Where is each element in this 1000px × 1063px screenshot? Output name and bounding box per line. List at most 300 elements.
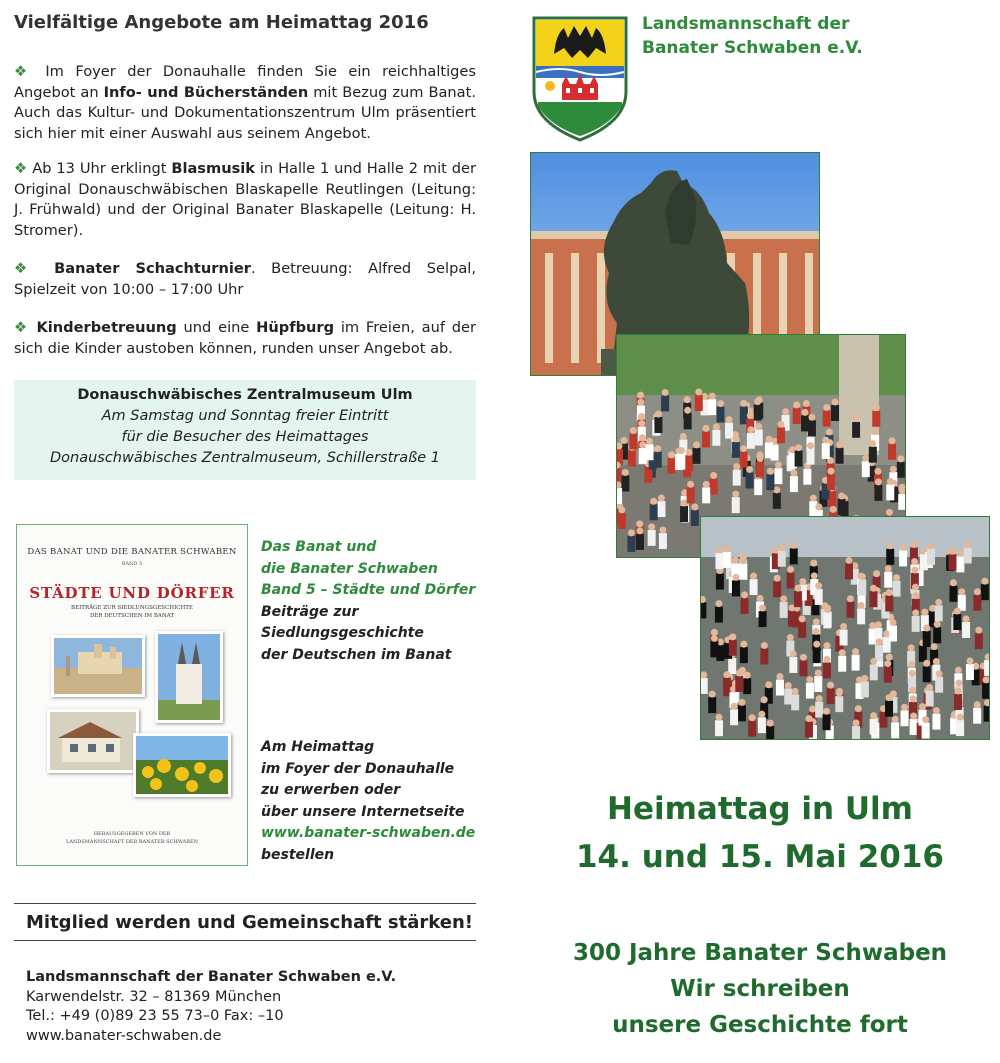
crowd-figure — [645, 444, 653, 460]
crowd-figure — [889, 626, 897, 642]
crowd-figure — [774, 468, 782, 484]
crowd-figure — [628, 450, 636, 466]
crowd-figure-head — [870, 585, 877, 592]
address-website[interactable]: www.banater-schwaben.de — [26, 1027, 222, 1044]
crowd-figure — [791, 694, 799, 710]
crowd-figure-head — [747, 412, 754, 419]
crowd-figure — [732, 442, 740, 458]
crowd-figure-head — [659, 527, 666, 534]
crowd-figure — [870, 719, 878, 735]
crowd-figure — [759, 611, 767, 627]
crowd-figure-head — [884, 660, 891, 667]
crowd-figure-head — [974, 701, 981, 708]
crowd-figure — [723, 678, 731, 694]
crowd-figure — [740, 647, 748, 663]
crowd-figure-head — [636, 520, 643, 527]
crowd-figure — [732, 580, 740, 596]
crowd-figure-head — [765, 436, 772, 443]
photo-folk-dance — [700, 516, 990, 740]
crowd-figure-head — [858, 602, 865, 609]
crowd-figure — [869, 591, 877, 607]
crowd-figure-head — [767, 720, 774, 727]
crowd-figure-head — [957, 714, 964, 721]
crowd-figure — [738, 705, 746, 721]
crowd-figure-head — [732, 557, 739, 564]
crowd-figure — [923, 666, 931, 682]
text-bold: Hüpfburg — [256, 319, 335, 336]
crowd-figure — [627, 536, 635, 552]
address-street: Karwendelstr. 32 – 81369 München — [26, 988, 282, 1005]
book-cover-image — [16, 524, 248, 866]
crowd-figure-head — [889, 437, 896, 444]
crowd-figure — [975, 633, 983, 649]
crowd-figure-head — [824, 606, 831, 613]
crowd-figure-head — [886, 509, 893, 516]
crowd-figure-head — [975, 627, 982, 634]
org-line: Banater Schwaben e.V. — [642, 38, 863, 58]
crowd-figure-head — [816, 695, 823, 702]
crowd-figure — [710, 641, 718, 657]
crowd-figure — [743, 678, 751, 694]
crowd-figure — [886, 549, 894, 565]
crowd-figure — [730, 709, 738, 725]
text: Ab 13 Uhr erklingt — [27, 160, 172, 177]
crowd-figure — [621, 476, 629, 492]
bullet-icon: ❖ — [14, 260, 39, 277]
crowd-figure-head — [723, 671, 730, 678]
crowd-figure-head — [732, 491, 739, 498]
crowd-figure-head — [859, 573, 866, 580]
crowd-figure — [823, 612, 831, 628]
crowd-figure-head — [822, 436, 829, 443]
crowd-figure — [773, 493, 781, 509]
crowd-figure — [869, 447, 877, 463]
crowd-figure-head — [740, 445, 747, 452]
book-series: DAS BANAT UND DIE BANATER SCHWABEN — [27, 547, 237, 557]
crowd-figure-head — [790, 650, 797, 657]
crowd-figure-head — [790, 542, 797, 549]
crowd-figure — [780, 602, 788, 618]
crowd-figure — [923, 631, 931, 647]
crowd-figure-head — [793, 401, 800, 408]
book-desc-line: der Deutschen im Banat — [261, 646, 452, 663]
crowd-figure-head — [686, 449, 693, 456]
museum-line: für die Besucher des Heimattages — [121, 429, 369, 445]
crowd-figure — [729, 640, 737, 656]
crowd-figure — [964, 547, 972, 563]
paragraph-kids — [14, 318, 476, 359]
crowd-figure-head — [680, 433, 687, 440]
crowd-figure — [687, 487, 695, 503]
crowd-figure — [981, 584, 989, 600]
org-line: Landsmannschaft der — [642, 14, 850, 34]
crowd-figure-head — [886, 589, 893, 596]
crowd-figure-head — [637, 392, 644, 399]
crowd-figure — [667, 458, 675, 474]
coat-of-arms-icon — [530, 14, 630, 142]
crowd-figure-head — [678, 447, 685, 454]
crowd-figure-head — [852, 648, 859, 655]
crowd-figure — [702, 487, 710, 503]
crowd-figure — [898, 494, 905, 510]
crowd-figure — [852, 726, 860, 739]
crowd-figure — [661, 395, 669, 411]
crowd-figure-head — [839, 649, 846, 656]
crowd-figure-head — [799, 578, 806, 585]
crowd-figure-head — [887, 478, 894, 485]
crowd-figure-head — [910, 712, 917, 719]
crowd-figure — [789, 657, 797, 673]
crowd-figure-head — [869, 440, 876, 447]
crowd-figure-head — [919, 703, 926, 710]
crowd-figure-head — [726, 416, 733, 423]
crowd-figure-head — [908, 661, 915, 668]
crowd-figure-head — [887, 542, 894, 549]
crowd-figure — [695, 395, 703, 411]
crowd-figure-head — [954, 608, 961, 615]
crowd-figure-head — [910, 695, 917, 702]
crowd-figure-head — [761, 642, 768, 649]
crowd-figure-head — [813, 618, 820, 625]
book-desc-line: Das Banat und — [261, 539, 377, 555]
crowd-figure — [776, 680, 784, 696]
crowd-figure — [788, 611, 796, 627]
crowd-figure-head — [732, 574, 739, 581]
crowd-figure-head — [823, 656, 830, 663]
crowd-figure-head — [840, 623, 847, 630]
website-link[interactable]: www.banater-schwaben.de — [261, 825, 476, 841]
crowd-figure-head — [740, 557, 747, 564]
crowd-figure — [801, 415, 809, 431]
crowd-figure-head — [808, 414, 815, 421]
book-desc-line: die Banater Schwaben — [261, 560, 438, 577]
crowd-figure — [773, 581, 781, 597]
crowd-figure-head — [911, 567, 918, 574]
crowd-figure-head — [861, 675, 868, 682]
crowd-figure-head — [716, 714, 723, 721]
crowd-figure-head — [862, 455, 869, 462]
crowd-figure-head — [715, 600, 722, 607]
crowd-figure-head — [787, 566, 794, 573]
crowd-figure-head — [875, 478, 882, 485]
paragraph-chess — [14, 259, 476, 300]
paragraph-info-stands — [14, 62, 476, 144]
address-name: Landsmannschaft der Banater Schwaben e.V. — [26, 969, 397, 985]
crowd-figure-head — [823, 708, 830, 715]
crowd-figure-head — [810, 495, 817, 502]
crowd-figure-head — [957, 550, 964, 557]
crowd-figure-head — [620, 437, 627, 444]
crowd-figure — [765, 442, 773, 458]
crowd-figure-head — [681, 499, 688, 506]
crowd-figure-head — [785, 682, 792, 689]
crowd-figure-head — [813, 628, 820, 635]
crowd-figure-head — [890, 466, 897, 473]
crowd-figure-head — [823, 642, 830, 649]
crowd-figure-head — [782, 408, 789, 415]
crowd-figure-head — [847, 595, 854, 602]
crowd-figure-head — [815, 670, 822, 677]
crowd-figure-head — [757, 455, 764, 462]
crowd-figure — [932, 714, 940, 730]
text-bold: Kinderbetreuung — [29, 319, 177, 336]
event-title — [530, 785, 990, 881]
crowd-figure-head — [806, 676, 813, 683]
crowd-figure-head — [790, 470, 797, 477]
crowd-figure-head — [923, 660, 930, 667]
crowd-figure-head — [709, 691, 716, 698]
crowd-figure — [732, 497, 740, 513]
crowd-figure — [845, 563, 853, 579]
crowd-figure — [966, 664, 974, 680]
crowd-figure-head — [799, 615, 806, 622]
crowd-figure-head — [758, 711, 765, 718]
crowd-figure-head — [639, 441, 646, 448]
crowd-figure — [805, 722, 813, 738]
crowd-figure — [831, 405, 839, 421]
order-line: über unsere Internetseite — [261, 803, 465, 820]
crowd-figure-head — [638, 413, 645, 420]
crowd-figure — [814, 676, 822, 692]
crowd-figure — [685, 455, 693, 471]
crowd-figure — [827, 474, 835, 490]
crowd-figure-head — [776, 673, 783, 680]
crowd-figure-head — [717, 400, 724, 407]
crowd-figure — [803, 469, 811, 485]
crowd-figure — [813, 647, 821, 663]
crowd-figure — [715, 553, 723, 569]
crowd-figure-head — [909, 670, 916, 677]
crowd-figure-head — [827, 682, 834, 689]
crowd-figure-head — [761, 696, 768, 703]
order-line: im Foyer der Donauhalle — [261, 760, 455, 777]
crowd-figure — [893, 581, 901, 597]
book-photo-sunflowers — [133, 733, 231, 797]
crowd-figure — [790, 476, 798, 492]
crowd-figure-head — [828, 468, 835, 475]
crowd-figure — [755, 429, 763, 445]
crowd-figure-head — [693, 441, 700, 448]
museum-title: Donauschwäbisches Zentralmuseum Ulm — [77, 387, 413, 403]
crowd-figure — [787, 572, 795, 588]
crowd-figure — [885, 701, 893, 717]
museum-line: Am Samstag und Sonntag freier Eintritt — [101, 408, 389, 424]
crowd-figure-head — [964, 541, 971, 548]
crowd-figure — [857, 608, 865, 624]
crowd-figure — [618, 513, 626, 529]
crowd-figure-head — [826, 429, 833, 436]
crowd-figure-head — [921, 609, 928, 616]
crowd-figure — [733, 470, 741, 486]
crowd-figure — [926, 690, 934, 706]
crowd-figure-head — [740, 641, 747, 648]
crowd-figure-head — [886, 694, 893, 701]
crowd-figure-head — [729, 633, 736, 640]
crowd-figure — [654, 452, 662, 468]
crowd-figure-head — [922, 716, 929, 723]
book-band: BAND 5 — [121, 561, 143, 567]
crowd-figure-head — [966, 658, 973, 665]
crowd-figure — [735, 676, 743, 692]
crowd-figure — [795, 451, 803, 467]
book-desc-line: Siedlungsgeschichte — [261, 625, 424, 641]
crowd-figure — [741, 598, 749, 614]
text-bold: Banater Schachturnier — [38, 260, 251, 277]
crowd-figure — [808, 420, 816, 436]
crowd-figure-head — [795, 444, 802, 451]
crowd-figure — [919, 646, 927, 662]
crowd-figure — [852, 655, 860, 671]
crowd-figure — [973, 595, 981, 611]
crowd-figure-head — [873, 404, 880, 411]
crowd-figure — [715, 720, 723, 736]
crowd-figure — [912, 616, 920, 632]
crowd-figure — [659, 533, 667, 549]
crowd-figure — [712, 430, 720, 446]
crowd-figure-head — [936, 670, 943, 677]
crowd-figure-head — [778, 544, 785, 551]
crowd-figure — [748, 721, 756, 737]
crowd-figure — [784, 688, 792, 704]
crowd-figure — [756, 461, 764, 477]
crowd-figure-head — [662, 389, 669, 396]
book-photo-church — [155, 631, 223, 723]
crowd-figure-head — [870, 658, 877, 665]
crowd-figure-head — [923, 624, 930, 631]
crowd-figure-head — [794, 585, 801, 592]
crowd-figure — [794, 591, 802, 607]
crowd-figure — [766, 726, 774, 739]
crowd-figure-head — [747, 426, 754, 433]
crowd-figure — [885, 596, 893, 612]
crowd-figure-head — [815, 582, 822, 589]
crowd-figure-head — [740, 400, 747, 407]
crowd-figure — [840, 629, 848, 645]
museum-line: Donauschwäbisches Zentralmuseum, Schillerstraße 1 — [49, 450, 441, 466]
crowd-figure-head — [874, 468, 881, 475]
divider — [14, 940, 476, 941]
crowd-figure — [701, 678, 708, 694]
order-line: zu erwerben oder — [261, 782, 401, 798]
text: im Freien, auf der sich die Kinder austoben können, runden unser Angebot ab. — [14, 319, 476, 357]
text: Im Foyer der Donauhalle finden Sie ein reichhaltiges Angebot an — [14, 63, 476, 101]
crowd-figure — [846, 602, 854, 618]
crowd-figure — [922, 723, 930, 739]
book-publisher: LANDSMANNSCHAFT DER BANATER SCHWABEN — [66, 839, 198, 845]
crowd-figure — [680, 506, 688, 522]
crowd-figure — [760, 648, 768, 664]
crowd-figure — [897, 462, 905, 478]
crowd-figure — [935, 605, 943, 621]
crowd-figure-head — [628, 529, 635, 536]
crowd-figure — [710, 478, 718, 494]
bullet-icon: ❖ — [14, 319, 30, 336]
crowd-figure-head — [687, 481, 694, 488]
crowd-figure — [629, 434, 637, 450]
crowd-figure-head — [909, 687, 916, 694]
crowd-figure — [884, 572, 892, 588]
crowd-figure-head — [803, 400, 810, 407]
crowd-figure-head — [637, 399, 644, 406]
crowd-figure — [899, 550, 907, 566]
crowd-figure-head — [876, 638, 883, 645]
crowd-figure-head — [744, 672, 751, 679]
crowd-figure-head — [741, 591, 748, 598]
event-motto — [530, 935, 990, 1043]
crowd-figure — [654, 417, 662, 433]
crowd-figure — [691, 510, 699, 526]
crowd-figure-head — [648, 523, 655, 530]
crowd-figure-head — [775, 462, 782, 469]
book-subtitle: BEITRÄGE ZUR SIEDLUNGSGESCHICHTE — [71, 605, 193, 611]
crowd-figure-head — [900, 544, 907, 551]
crowd-figure-head — [807, 442, 814, 449]
crowd-figure-head — [912, 609, 919, 616]
crowd-figure-head — [958, 588, 965, 595]
crowd-figure — [956, 556, 964, 572]
text: mit Bezug zum Banat. Auch das Kultur- und Dokumentationszentrum Ulm präsentiert sich hier mit einer Auswahl aus seinem Angebot. — [14, 83, 476, 142]
crowd-figure-head — [767, 468, 774, 475]
crowd-figure — [657, 501, 665, 517]
crowd-figure — [701, 602, 706, 618]
book-desc-line: Beiträge zur — [261, 603, 359, 620]
crowd-figure-head — [702, 425, 709, 432]
crowd-figure-head — [654, 445, 661, 452]
crowd-figure-head — [668, 451, 675, 458]
crowd-figure — [716, 574, 724, 590]
crowd-figure — [891, 722, 899, 738]
crowd-figure — [723, 552, 731, 568]
crowd-figure — [636, 534, 644, 550]
crowd-figure — [973, 708, 981, 724]
event-title-line: Heimattag in Ulm — [607, 791, 913, 827]
crowd-figure-head — [716, 547, 723, 554]
crowd-figure-head — [912, 584, 919, 591]
crowd-figure-head — [832, 399, 839, 406]
crowd-figure — [884, 667, 892, 683]
book-photo-house — [47, 709, 139, 773]
crowd-figure — [823, 714, 831, 730]
crowd-figure — [702, 431, 710, 447]
crowd-figure-head — [933, 658, 940, 665]
book-publisher: HERAUSGEGEBEN VON DER — [93, 831, 171, 837]
crowd-figure-head — [950, 579, 957, 586]
crowd-figure — [954, 694, 962, 710]
crowd-figure-head — [928, 542, 935, 549]
order-line: Am Heimattag — [261, 739, 375, 755]
text-bold: Blasmusik — [171, 160, 255, 177]
museum-info-box — [14, 380, 476, 480]
crowd-figure-head — [749, 714, 756, 721]
crowd-figure — [872, 411, 880, 427]
crowd-figure-head — [732, 435, 739, 442]
crowd-figure — [807, 449, 815, 465]
crowd-figure-head — [955, 679, 962, 686]
motto-line: Wir schreiben — [670, 976, 850, 1002]
crowd-figure-head — [650, 498, 657, 505]
book-title: STÄDTE UND DÖRFER — [29, 584, 235, 602]
crowd-figure — [798, 622, 806, 638]
crowd-figure-head — [912, 592, 919, 599]
crowd-figure — [982, 683, 989, 699]
crowd-figure — [708, 697, 716, 713]
crowd-figure-head — [618, 506, 625, 513]
crowd-figure — [758, 717, 766, 733]
address-phone: Tel.: +49 (0)89 23 55 73–0 Fax: –10 — [26, 1008, 284, 1024]
crowd-figure — [739, 564, 747, 580]
text: und eine — [176, 319, 257, 336]
bullet-icon: ❖ — [14, 63, 34, 80]
